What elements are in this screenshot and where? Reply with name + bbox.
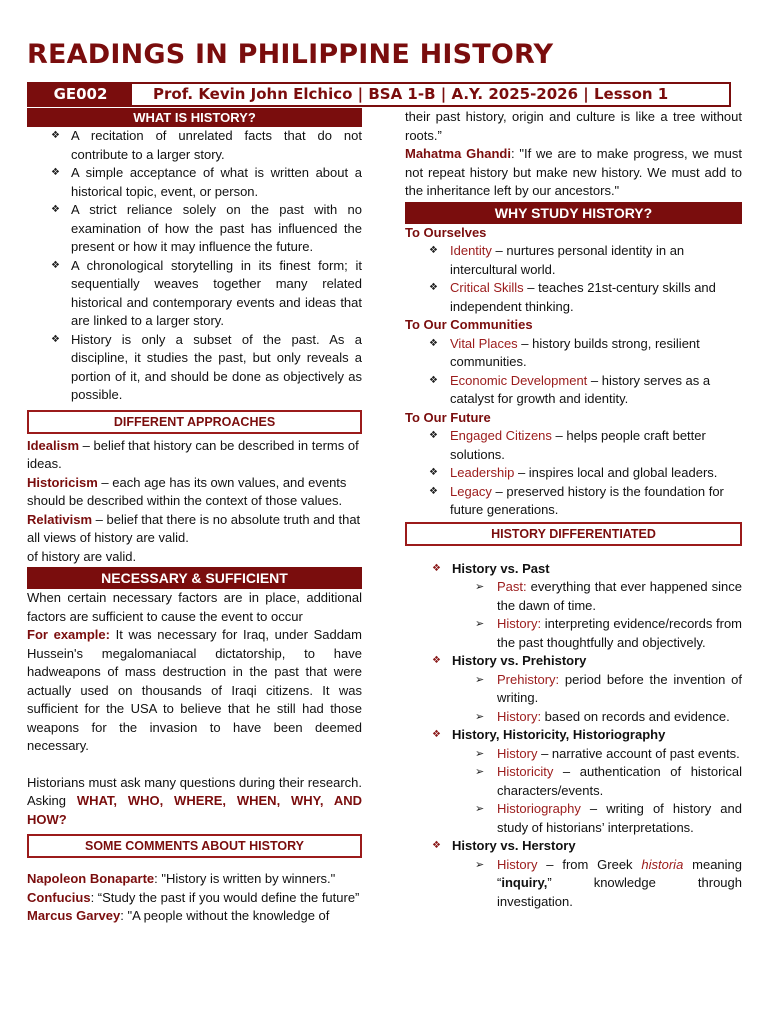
greek-term: historia [641,856,684,872]
item-term: Vital Places [450,335,518,351]
example-label: For example: [27,627,110,642]
list-item: ❖ History is only a subset of the past. As a discipline, it studies the past, but only reveals a portion of it, and should be done as objectively as possible. [27,331,362,405]
item-term: Prehistory: [497,671,560,687]
diff-section-title: ❖ History vs. Past [405,560,742,579]
quote [27,889,362,908]
why-study-list [405,427,742,520]
item-text: – teaches 21st-century skills and independent thinking. [450,280,716,314]
approaches-heading: DIFFERENT APPROACHES [27,410,362,434]
what-is-history-list [27,127,362,405]
list-item [405,745,742,764]
quotes-list [27,870,362,926]
quote-author: Mahatma Ghandi [405,146,511,161]
list-item: ❖ A chronological storytelling in its finest form; it sequentially weaves together many related historical and contemporary events and ideas that are linked to a larger story. [27,257,362,331]
questions-text: Historians must ask many questions during their research. Asking [27,774,362,808]
item-text: interpreting evidence/records from the past thoughtfully and objectively. [497,616,742,650]
list-item [405,427,742,464]
approach-trailing: of history are valid. [27,548,137,564]
list-item [405,800,742,837]
item-term: Engaged Citizens [450,428,552,443]
quote-author: Confucius [27,889,91,905]
quote [27,907,362,926]
necessary-intro: When certain necessary factors are in place, additional factors are sufficient to cause the event to occur [27,590,362,624]
approach-term: Historicism [27,474,98,490]
quote-text: : “Study the past if you would define the future” [90,889,360,905]
comments-heading: SOME COMMENTS ABOUT HISTORY [27,834,362,858]
list-item [405,708,742,727]
quote [405,145,742,201]
example-text: It was necessary for Iraq, under Saddam Hussein's megalomaniacal dictatorship, to have hadweapons of mass destruction in the past that were actually used on thousands of Iraqi citizens. It was sufficient for the USA to believe that he still had those weapons for the invasion to have been deemed necessary. [27,627,362,753]
approaches-list [27,437,362,567]
diff-list [405,856,742,912]
item-term: History: [497,708,542,724]
group-label: To Our Future [405,409,491,425]
list-item: ❖ A simple acceptance of what is written about a historical topic, event, or person. [27,164,362,201]
list-item [405,578,742,615]
necessary-heading: NECESSARY & SUFFICIENT [27,567,362,589]
left-column [27,108,362,926]
item-text: everything that ever happened since the dawn of time. [497,579,742,613]
diff-section-title: ❖ History, Historicity, Historiography [405,726,742,745]
item-term: History [497,856,538,872]
item-text: meaning “ [497,856,743,890]
list-item [405,763,742,800]
diff-list [405,671,742,727]
garvey-quote-continued: their past history, origin and culture is like a tree without roots.” [405,109,742,143]
list-item [405,856,742,912]
group-label: To Ourselves [405,224,487,240]
item-text: – helps people craft better solutions. [450,428,706,462]
course-info: Prof. Kevin John Elchico | BSA 1-B | A.Y. 2025-2026 | Lesson 1 [153,85,669,103]
item-text: based on records and evidence. [541,708,730,724]
necessary-example [27,626,362,756]
approach-item [27,474,362,511]
diff-section-title: ❖ History vs. Prehistory [405,652,742,671]
diff-list [405,745,742,838]
item-term: History [497,745,538,761]
quote-text: : "A people without the knowledge of [120,908,330,923]
why-study-list [405,335,742,409]
course-code: GE002 [29,84,132,105]
approach-term: Relativism [27,511,93,527]
item-term: Leadership [450,465,515,480]
questions-emph: WHAT, WHO, WHERE, WHEN, WHY, AND HOW? [27,793,362,827]
list-item [405,242,742,279]
list-item: ❖ A recitation of unrelated facts that do not contribute to a larger story. [27,127,362,164]
approach-text: – each age has its own values, and events should be described within the context of those values. [27,474,347,508]
item-text: ” knowledge through investigation. [497,875,742,909]
list-item: ❖ A strict reliance solely on the past with no examination of how the past has influenced the present or how it may influence the future. [27,201,362,257]
list-item [405,279,742,316]
item-text: – inspires local and global leaders. [514,465,718,480]
quote-author: Marcus Garvey [27,908,121,923]
item-term: Identity [450,243,492,258]
page-title: READINGS IN PHILIPPINE HISTORY [27,39,554,70]
right-column [405,108,742,911]
list-item [405,372,742,409]
item-text: – nurtures personal identity in an intercultural world. [450,243,685,277]
item-term: Historiography [497,801,581,816]
item-text: – writing of history and study of historians’ interpretations. [497,801,742,835]
quote-author: Napoleon Bonaparte [27,871,155,886]
group-label: To Our Communities [405,317,533,332]
approach-item [27,437,362,474]
item-text: – from Greek [537,856,642,872]
list-item [405,464,742,483]
list-item [405,615,742,652]
list-item [405,483,742,520]
item-text: – history builds strong, resilient communities. [450,335,700,369]
list-item [405,335,742,372]
item-text: – preserved history is the foundation for future generations. [450,483,724,517]
course-banner [27,82,731,107]
approach-term: Idealism [27,437,80,453]
differentiated-heading: HISTORY DIFFERENTIATED [405,522,742,546]
differentiated-body [405,560,742,912]
item-text: period before the invention of writing. [497,671,742,705]
diff-section-title: ❖ History vs. Herstory [405,837,742,856]
item-term: Economic Development [450,372,588,388]
approach-text: – belief that history can be described in terms of ideas. [27,437,359,471]
item-term: Legacy [450,483,492,499]
list-item [405,671,742,708]
why-study-list [405,242,742,316]
approach-item [27,511,362,548]
item-text: – history serves as a catalyst for growth and identity. [450,372,711,406]
what-is-history-heading: WHAT IS HISTORY? [27,108,362,127]
item-text: – narrative account of past events. [537,745,740,761]
emph-term: inquiry, [501,875,548,890]
quote-text: : "History is written by winners." [154,871,336,886]
item-text: – authentication of historical characters/events. [497,764,742,798]
why-study-heading: WHY STUDY HISTORY? [405,202,742,224]
item-term: Critical Skills [450,280,524,295]
diff-list [405,578,742,652]
item-term: Historicity [497,764,554,779]
historians-questions [27,774,362,830]
item-term: History: [497,616,542,631]
approach-text: – belief that there is no absolute truth and that all views of history are valid. [27,511,361,545]
quote [27,870,362,889]
item-term: Past: [497,579,527,594]
quote-text: : "If we are to make progress, we must not repeat history but make new history. We must add to the inheritance left by our ancestors." [405,146,742,198]
